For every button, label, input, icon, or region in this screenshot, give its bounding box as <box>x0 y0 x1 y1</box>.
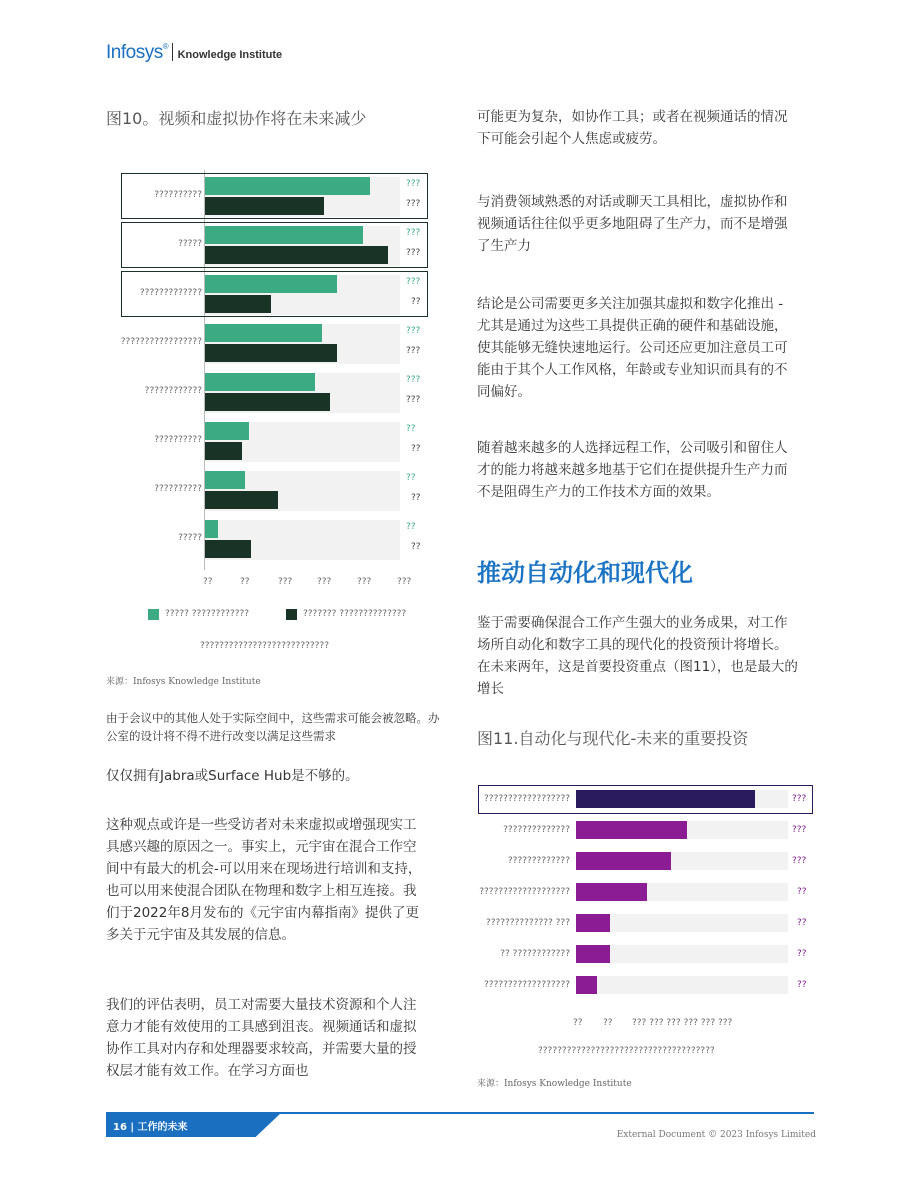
chart2-category-label: ?????????????? <box>503 825 570 835</box>
chart2-bar <box>576 883 647 901</box>
chart1-value-label: ?? <box>406 522 416 532</box>
chart1-value-label: ??? <box>406 199 421 209</box>
chart1-x-tick: ??? <box>278 577 293 587</box>
chart1-category-label: ????????????????? <box>120 337 202 347</box>
right-paragraph-3: 结论是公司需要更多关注加强其虚拟和数字化推出 - 尤其是通过为这些工具提供正确的硬件和基础设施，使其能够无缝快速地运行。公司还应更加注意员工可能由于其个人工作风格，年龄或专业知识而具有的不同偏好。 <box>477 296 788 400</box>
chart1-xlabel: ??????????????????????????? <box>200 641 329 651</box>
right-paragraph-4: 随着越来越多的人选择远程工作，公司吸引和留住人才的能力将越来越多地基于它们在提供提升生产力而不是阻碍生产力的工作技术方面的效果。 <box>477 440 788 500</box>
fig11-source: 来源：Infosys Knowledge Institute <box>477 1079 632 1089</box>
chart2-value-label: ??? <box>792 856 807 866</box>
chart1-value-label: ?? <box>411 444 421 454</box>
chart1-x-tick: ??? <box>317 577 332 587</box>
chart2-value-label: ?? <box>797 949 807 959</box>
fig11-title: 图11.自动化与现代化-未来的重要投资 <box>477 729 749 748</box>
chart1-category-label: ?????????? <box>154 190 202 200</box>
chart1-value-label: ??? <box>406 248 421 258</box>
legend-label-series2: ??????? ?????????????? <box>303 609 407 619</box>
registered-mark: ® <box>162 42 169 51</box>
chart1-category-label: ????? <box>178 533 202 543</box>
footer-copyright: External Document © 2023 Infosys Limited <box>616 1130 816 1140</box>
chart2-bar <box>576 976 597 994</box>
chart2-category-label: ?????????????????? <box>484 980 570 990</box>
chart1-value-label: ??? <box>406 326 421 336</box>
chart1-value-label: ?? <box>411 297 421 307</box>
chart1-value-label: ?? <box>406 473 416 483</box>
chart2-value-label: ?? <box>797 980 807 990</box>
fig10-title: 图10。视频和虚拟协作将在未来减少 <box>106 109 367 128</box>
chart1-value-label: ??? <box>406 346 421 356</box>
chart1-value-label: ??? <box>406 395 421 405</box>
left-paragraph-2: 这种观点或许是一些受访者对未来虚拟或增强现实工具感兴趣的原因之一。事实上，元宇宙在混合工作空间中有最大的机会-可以用来在现场进行培训和支持，也可以用来使混合团队在物理和数字上相互连接。我们于2022年8月发布的《元宇宙内幕指南》提供了更多关于元宇宙及其发展的信息。 <box>106 817 422 943</box>
chart2-category-label: ?????????????? ??? <box>485 918 570 928</box>
brand-name: Infosys <box>106 42 163 63</box>
chart1-x-tick: ?? <box>240 577 250 587</box>
right-paragraph-2: 与消费领域熟悉的对话或聊天工具相比，虚拟协作和视频通话往往似乎更多地阻碍了生产力，而不是增强了生产力 <box>477 194 788 254</box>
unit-name: Knowledge Institute <box>177 49 283 61</box>
right-paragraph-1: 可能更为复杂，如协作工具；或者在视频通话的情况下可能会引起个人焦虑或疲劳。 <box>477 109 788 147</box>
chart2-x-tick: ??? ??? ??? ??? ??? ??? <box>632 1018 733 1028</box>
chart2-category-label: ?? ???????????? <box>500 949 570 959</box>
chart2-category-label: ?????????????????? <box>484 794 570 804</box>
chart1-category-label: ?????????? <box>154 435 202 445</box>
chart1-value-label: ??? <box>406 228 421 238</box>
chart1-value-label: ?? <box>406 424 416 434</box>
chart1-category-label: ????? <box>178 239 202 249</box>
chart2-value-label: ??? <box>792 825 807 835</box>
chart1-x-tick: ?? <box>203 577 213 587</box>
chart2-value-label: ?? <box>797 918 807 928</box>
left-paragraph-3: 我们的评估表明，员工对需要大量技术资源和个人注意力才能有效使用的工具感到沮丧。视频通话和虚拟协作工具对内存和处理器要求较高，并需要大量的授权层才能有效工作。在学习方面也 <box>106 997 417 1079</box>
chart2-category-label: ????????????? <box>507 856 570 866</box>
chart1-value-label: ??? <box>406 277 421 287</box>
chart1-category-label: ????????????? <box>139 288 202 298</box>
footer-page-label: 16 | 工作的未来 <box>113 1122 188 1133</box>
fig10-source: 来源：Infosys Knowledge Institute <box>106 677 261 687</box>
chart2-track <box>576 976 788 994</box>
chart1-value-label: ?? <box>411 542 421 552</box>
chart2-bar <box>576 821 687 839</box>
chart2-value-label: ?? <box>797 887 807 897</box>
legend-label-series1: ????? ???????????? <box>165 609 250 619</box>
chart2-x-tick: ?? <box>573 1018 583 1028</box>
chart2-bar <box>576 852 671 870</box>
chart2-bar <box>576 945 610 963</box>
chart2-category-label: ??????????????????? <box>479 887 570 897</box>
chart1-category-label: ?????????? <box>154 484 202 494</box>
chart1-value-label: ??? <box>406 179 421 189</box>
chart2-bar <box>576 914 610 932</box>
section-title: 推动自动化和现代化 <box>477 559 693 587</box>
chart1-x-tick: ??? <box>357 577 372 587</box>
chart2-bar <box>576 790 755 808</box>
chart1-value-label: ?? <box>411 493 421 503</box>
chart2-value-label: ??? <box>792 794 807 804</box>
chart2-x-tick: ?? <box>603 1018 613 1028</box>
chart1-category-label: ???????????? <box>144 386 202 396</box>
left-paragraph-1: 仅仅拥有Jabra或Surface Hub是不够的。 <box>106 768 359 784</box>
chart2-xlabel: ????????????????????????????????????? <box>538 1046 715 1056</box>
left-paragraph-small: 由于会议中的其他人处于实际空间中，这些需求可能会被忽略。办公室的设计将不得不进行改变以满足这些需求 <box>106 711 440 743</box>
right-paragraph-5: 鉴于需要确保混合工作产生强大的业务成果，对工作场所自动化和数字工具的现代化的投资预计将增长。在未来两年，这是首要投资重点（图11），也是最大的增长 <box>477 615 798 697</box>
chart1-x-tick: ??? <box>397 577 412 587</box>
chart1-value-label: ??? <box>406 375 421 385</box>
